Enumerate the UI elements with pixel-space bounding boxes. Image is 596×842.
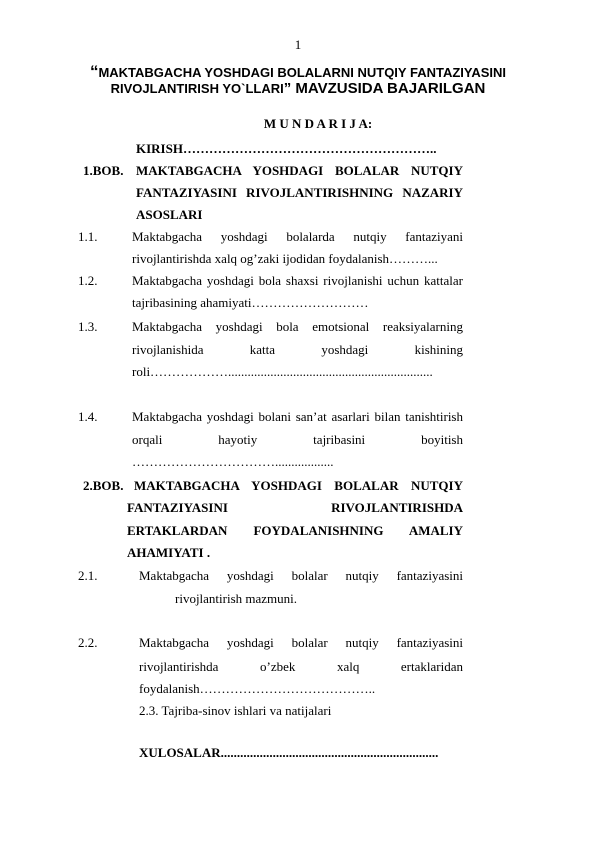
section-1-1-line: rivojlantirishda xalq og’zaki ijodidan foydalanish………... bbox=[132, 251, 438, 266]
chapter-1-number: 1.BOB. bbox=[83, 163, 124, 178]
chapter-1-title-line: FANTAZIYASINI RIVOJLANTIRISHNING NAZARIY bbox=[136, 185, 463, 200]
chapter-1-title-line: ASOSLARI bbox=[136, 207, 203, 222]
chapter-2-number: 2.BOB. bbox=[83, 478, 124, 493]
intro-entry: KIRISH………………………………………………….. bbox=[136, 141, 437, 156]
section-1-3-line: roli………………............................................................... bbox=[132, 364, 433, 379]
section-2-1-line: rivojlantirish mazmuni. bbox=[175, 591, 298, 606]
section-2-2-line: foydalanish………………………………….. bbox=[139, 681, 376, 696]
chapter-2-title-line: AHAMIYATI . bbox=[127, 545, 211, 560]
section-2-3-entry: 2.3. Tajriba-sinov ishlari va natijalari bbox=[139, 703, 332, 718]
section-2-2-line: Maktabgacha yoshdagi bolalar nutqiy fantaziyasini bbox=[139, 635, 463, 650]
section-number: 1.3. bbox=[78, 319, 98, 334]
section-1-4-line: orqali hayotiy tajribasini boyitish bbox=[132, 432, 463, 447]
section-number: 2.2. bbox=[78, 635, 98, 650]
title-line-2-text: RIVOJLANTIRISH YO`LLARI bbox=[110, 81, 284, 96]
section-number: 2.1. bbox=[78, 568, 98, 583]
section-1-1-line: Maktabgacha yoshdagi bolalarda nutqiy fantaziyani bbox=[132, 229, 463, 244]
section-1-2-line: Maktabgacha yoshdagi bola shaxsi rivojlanishi uchun kattalar bbox=[132, 273, 463, 288]
section-1-3-line: rivojlanishida katta yoshdagi kishining bbox=[132, 342, 463, 357]
chapter-2-title-line: ERTAKLARDAN FOYDALANISHNING AMALIY bbox=[127, 523, 463, 538]
document-title-line-2 bbox=[0, 80, 596, 97]
page-number: 1 bbox=[294, 37, 302, 52]
title-line-1-text: MAKTABGACHA YOSHDAGI BOLALARNI NUTQIY FANTAZIYASINI bbox=[98, 65, 507, 80]
section-1-4-line: …………………………….................. bbox=[132, 454, 334, 469]
section-1-3-line: Maktabgacha yoshdagi bola emotsional reaksiyalarning bbox=[132, 319, 463, 334]
section-1-4-line: Maktabgacha yoshdagi bolani san’at asarlari bilan tanishtirish bbox=[132, 409, 463, 424]
title-open-quote: “ bbox=[89, 62, 99, 81]
document-title-line-1 bbox=[0, 62, 596, 82]
title-line-2-suffix: MAVZUSIDA BAJARILGAN bbox=[291, 80, 486, 97]
section-2-1-line: Maktabgacha yoshdagi bolalar nutqiy fantaziyasini bbox=[139, 568, 463, 583]
chapter-1-title-line: MAKTABGACHA YOSHDAGI BOLALAR NUTQIY bbox=[136, 163, 463, 178]
chapter-2-title-line: MAKTABGACHA YOSHDAGI BOLALAR NUTQIY bbox=[134, 478, 463, 493]
section-number: 1.1. bbox=[78, 229, 98, 244]
section-2-2-line: rivojlantirishda o’zbek xalq ertaklaridan bbox=[139, 659, 463, 674]
contents-heading: M U N D A R I J A: bbox=[263, 116, 373, 131]
section-number: 1.4. bbox=[78, 409, 98, 424]
section-number: 1.2. bbox=[78, 273, 98, 288]
title-close-quote: ” bbox=[283, 80, 292, 97]
conclusions-entry: XULOSALAR................................................................... bbox=[139, 745, 439, 760]
chapter-2-title-line: FANTAZIYASINI RIVOJLANTIRISHDA bbox=[127, 500, 463, 515]
section-1-2-line: tajribasining ahamiyati……………………… bbox=[132, 295, 369, 310]
